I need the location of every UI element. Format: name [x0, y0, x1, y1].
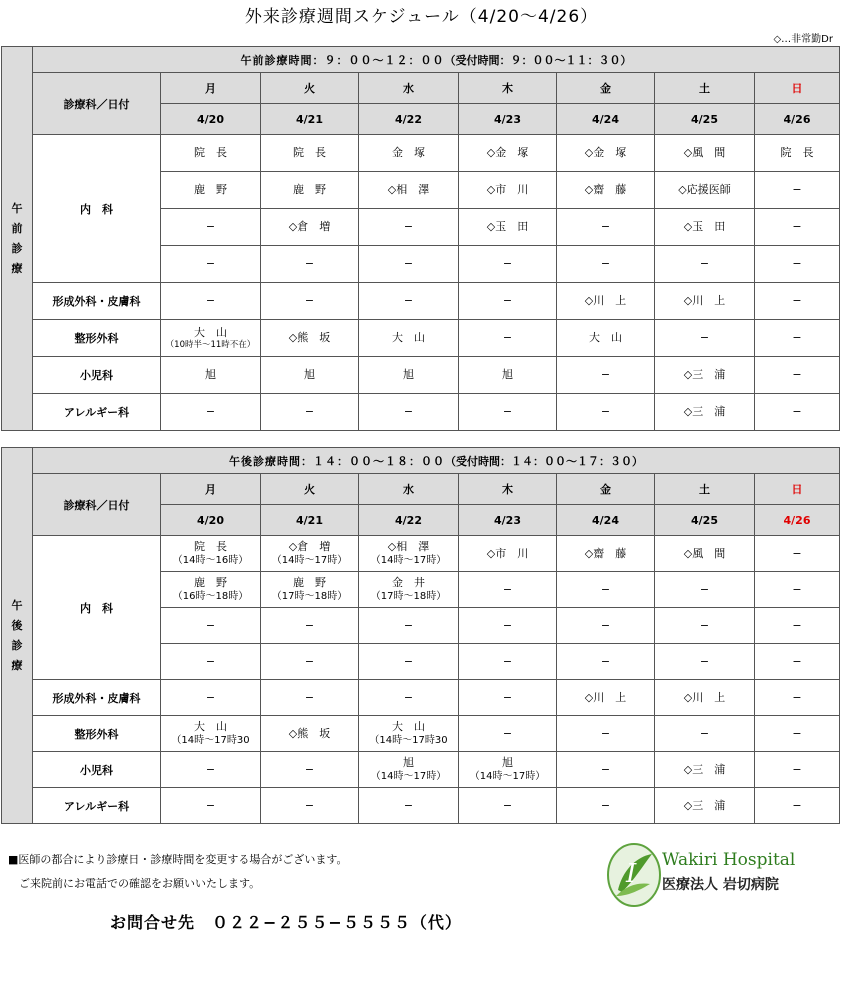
doctor-name: ◇三 浦 — [683, 368, 726, 381]
schedule-cell — [557, 644, 655, 680]
schedule-cell — [161, 172, 261, 209]
schedule-cell — [459, 283, 557, 320]
schedule-cell — [557, 283, 655, 320]
schedule-cell — [557, 572, 655, 608]
schedule-cell — [655, 716, 755, 752]
doctor-name: ◇金 塚 — [584, 146, 627, 159]
notes — [8, 848, 348, 896]
schedule-cell — [655, 608, 755, 644]
doctor-name: ◇相 澤 — [387, 540, 430, 553]
schedule-cell — [755, 608, 840, 644]
schedule-cell — [261, 320, 359, 357]
schedule-cell — [359, 172, 459, 209]
schedule-cell — [755, 644, 840, 680]
schedule-cell — [359, 752, 459, 788]
schedule-cell — [161, 246, 261, 283]
schedule-cell — [261, 716, 359, 752]
doctor-name: − — [792, 654, 802, 668]
doctor-name: − — [792, 726, 802, 740]
doctor-name: − — [600, 582, 611, 596]
doctor-name: − — [792, 257, 802, 270]
doctor-name: − — [600, 405, 611, 418]
doctor-name: − — [205, 405, 216, 418]
schedule-cell — [359, 572, 459, 608]
doctor-name: − — [792, 183, 802, 196]
side-label: 午 後 診 療 — [2, 448, 33, 824]
dept-label: アレルギー科 — [33, 394, 161, 431]
schedule-cell — [459, 135, 557, 172]
doctor-name: − — [304, 654, 315, 668]
schedule-cell — [655, 680, 755, 716]
hours-note: （14時〜17時30 — [171, 735, 250, 746]
doctor-name: − — [304, 618, 315, 632]
hours-note: （14時〜16時） — [172, 555, 249, 566]
doctor-name: − — [205, 690, 216, 704]
dept-label: 整形外科 — [33, 320, 161, 357]
schedule-cell — [755, 752, 840, 788]
day-header: 火 — [261, 474, 359, 505]
doctor-name: − — [403, 405, 414, 418]
doctor-name: − — [792, 546, 802, 560]
doctor-name: − — [403, 654, 414, 668]
schedule-cell — [755, 788, 840, 824]
day-header: 土 — [655, 73, 755, 104]
doctor-name: − — [403, 798, 414, 812]
schedule-cell — [261, 536, 359, 572]
schedule-cell — [161, 135, 261, 172]
session-time: 午前診療時間：９：００〜１２：００ — [240, 53, 445, 67]
contact-phone: お問合せ先 ０２２−２５５−５５５５（代） — [110, 913, 462, 932]
hours-note: （14時〜17時） — [271, 555, 348, 566]
doctor-name: 金 井 — [392, 576, 425, 589]
date-header: 4/25 — [655, 104, 755, 135]
schedule-cell — [261, 644, 359, 680]
hospital-logo — [606, 842, 830, 908]
doctor-name: − — [205, 798, 216, 812]
doctor-name: 旭 — [403, 756, 414, 769]
doctor-name: − — [205, 294, 216, 307]
doctor-name: − — [304, 798, 315, 812]
schedule-cell — [359, 209, 459, 246]
note-line: ■医師の都合により診療日・診療時間を変更する場合がございます。 — [8, 853, 348, 866]
date-header: 4/26 — [755, 104, 840, 135]
schedule-cell — [459, 394, 557, 431]
schedule-cell — [359, 357, 459, 394]
schedule-cell — [459, 716, 557, 752]
schedule-cell — [359, 788, 459, 824]
doctor-name: − — [699, 331, 710, 344]
doctor-name: ◇玉 田 — [683, 220, 726, 233]
doctor-name: − — [403, 690, 414, 704]
doctor-name: ◇玉 田 — [486, 220, 529, 233]
dept-label: 形成外科・皮膚科 — [33, 680, 161, 716]
doctor-name: 鹿 野 — [194, 576, 227, 589]
schedule-cell — [261, 788, 359, 824]
schedule-cell — [161, 320, 261, 357]
schedule-cell — [261, 209, 359, 246]
schedule-cell — [755, 283, 840, 320]
page-title: 外来診療週間スケジュール（4/20〜4/26） — [244, 7, 599, 27]
doctor-name: − — [600, 798, 611, 812]
schedule-cell — [755, 394, 840, 431]
doctor-name: − — [502, 726, 513, 740]
schedule-cell — [755, 357, 840, 394]
schedule-cell — [655, 357, 755, 394]
schedule-cell — [261, 572, 359, 608]
date-header: 4/25 — [655, 505, 755, 536]
schedule-cell — [655, 172, 755, 209]
reception-time: （受付時間：９：００〜１１：３０） — [444, 53, 632, 67]
doctor-name: ◇川 上 — [683, 294, 726, 307]
doctor-name: ◇相 澤 — [387, 183, 430, 196]
legend-note: ◇…非常勤Dr — [773, 34, 833, 45]
schedule-cell — [261, 608, 359, 644]
day-header: 日 — [755, 73, 840, 104]
schedule-cell — [359, 644, 459, 680]
doctor-name: − — [502, 618, 513, 632]
schedule-cell — [459, 752, 557, 788]
doctor-name: 院 長 — [293, 146, 326, 159]
date-header: 4/23 — [459, 505, 557, 536]
dept-label: 形成外科・皮膚科 — [33, 283, 161, 320]
session-time: 午後診療時間：１４：００〜１８：００ — [229, 454, 445, 468]
schedule-cell — [655, 644, 755, 680]
doctor-name: − — [205, 618, 216, 632]
doctor-name: ◇三 浦 — [683, 405, 726, 418]
session-time-header — [33, 448, 840, 474]
doctor-name: − — [699, 618, 710, 632]
schedule-cell — [261, 246, 359, 283]
schedule-cell — [459, 680, 557, 716]
doctor-name: − — [699, 257, 710, 270]
schedule-cell — [459, 572, 557, 608]
doctor-name: − — [205, 762, 216, 776]
doctor-name: − — [699, 654, 710, 668]
doctor-name: − — [502, 257, 513, 270]
doctor-name: ◇応援医師 — [678, 183, 731, 196]
schedule-cell — [755, 209, 840, 246]
doctor-name: − — [600, 726, 611, 740]
dept-date-header: 診療科／日付 — [33, 474, 161, 536]
doctor-name: ◇三 浦 — [683, 798, 726, 812]
day-header: 日 — [755, 474, 840, 505]
day-header: 木 — [459, 73, 557, 104]
schedule-cell — [359, 680, 459, 716]
doctor-name: ◇川 上 — [584, 690, 627, 704]
schedule-cell — [161, 394, 261, 431]
schedule-cell — [359, 536, 459, 572]
schedule-cell — [655, 752, 755, 788]
doctor-name: − — [502, 405, 513, 418]
hours-note: （17時〜18時） — [271, 591, 348, 602]
hours-note: （14時〜17時30 — [369, 735, 448, 746]
day-header: 火 — [261, 73, 359, 104]
schedule-cell — [655, 572, 755, 608]
doctor-name: − — [792, 618, 802, 632]
doctor-name: − — [502, 331, 513, 344]
side-label: 午 前 診 療 — [2, 47, 33, 431]
logo-name-ja: 医療法人 岩切病院 — [662, 877, 779, 893]
schedule-cell — [359, 320, 459, 357]
doctor-name: 金 塚 — [392, 146, 425, 159]
schedule-cell — [557, 716, 655, 752]
doctor-name: 鹿 野 — [194, 183, 227, 196]
doctor-name: − — [502, 798, 513, 812]
doctor-name: − — [502, 690, 513, 704]
doctor-name: 大 山 — [194, 720, 227, 733]
doctor-name: − — [205, 257, 216, 270]
day-header: 月 — [161, 73, 261, 104]
schedule-cell — [557, 788, 655, 824]
hours-note: （16時〜18時） — [172, 591, 249, 602]
doctor-name: − — [600, 762, 611, 776]
doctor-name: ◇齋 藤 — [584, 183, 627, 196]
schedule-cell — [755, 680, 840, 716]
doctor-name: − — [792, 762, 802, 776]
dept-label: 内 科 — [33, 536, 161, 680]
schedule-cell — [655, 394, 755, 431]
doctor-name: ◇風 間 — [683, 546, 726, 560]
doctor-name: 旭 — [502, 756, 513, 769]
doctor-name: 大 山 — [589, 331, 622, 344]
schedule-cell — [359, 246, 459, 283]
doctor-name: − — [304, 690, 315, 704]
day-header: 土 — [655, 474, 755, 505]
schedule-cell — [161, 608, 261, 644]
day-header: 金 — [557, 73, 655, 104]
hours-note: （14時〜17時） — [370, 771, 447, 782]
doctor-name: − — [304, 294, 315, 307]
schedule-cell — [557, 608, 655, 644]
doctor-name: 旭 — [304, 368, 315, 381]
schedule-cell — [655, 788, 755, 824]
doctor-name: − — [403, 257, 414, 270]
schedule-cell — [161, 644, 261, 680]
doctor-name: ◇齋 藤 — [584, 546, 627, 560]
doctor-name: 院 長 — [194, 146, 227, 159]
doctor-name: − — [600, 654, 611, 668]
doctor-name: − — [304, 405, 315, 418]
schedule-cell — [161, 680, 261, 716]
date-header: 4/22 — [359, 505, 459, 536]
logo-name-en: Wakiri Hospital — [662, 850, 796, 870]
schedule-cell — [557, 320, 655, 357]
doctor-name: − — [304, 762, 315, 776]
schedule-cell — [261, 135, 359, 172]
hours-note: （10時半〜11時不在） — [165, 340, 256, 350]
doctor-name: 鹿 野 — [293, 183, 326, 196]
schedule-cell — [359, 394, 459, 431]
doctor-name: 院 長 — [194, 540, 227, 553]
schedule-cell — [655, 283, 755, 320]
schedule-cell — [261, 357, 359, 394]
schedule-cell — [655, 320, 755, 357]
doctor-name: − — [792, 690, 802, 704]
schedule-cell — [557, 135, 655, 172]
schedule-cell — [161, 752, 261, 788]
schedule-cell — [557, 209, 655, 246]
date-header: 4/23 — [459, 104, 557, 135]
schedule-cell — [755, 135, 840, 172]
doctor-name: − — [600, 618, 611, 632]
schedule-cell — [459, 320, 557, 357]
doctor-name: 旭 — [502, 368, 513, 381]
schedule-cell — [359, 135, 459, 172]
schedule-cell — [557, 172, 655, 209]
schedule-cell — [161, 209, 261, 246]
doctor-name: − — [304, 257, 315, 270]
doctor-name: ◇川 上 — [584, 294, 627, 307]
dept-label: 小児科 — [33, 357, 161, 394]
date-header: 4/21 — [261, 505, 359, 536]
doctor-name: − — [502, 294, 513, 307]
schedule-cell — [557, 752, 655, 788]
note-line: ご来院前にお電話での確認をお願いいたします。 — [8, 877, 261, 890]
schedule-cell — [161, 536, 261, 572]
doctor-name: ◇熊 坂 — [288, 726, 331, 740]
doctor-name: − — [600, 257, 611, 270]
schedule-cell — [755, 536, 840, 572]
leaf-emblem-icon — [606, 842, 662, 908]
am-schedule-table — [1, 46, 840, 431]
doctor-name: − — [403, 618, 414, 632]
doctor-name: − — [792, 368, 802, 381]
date-header: 4/22 — [359, 104, 459, 135]
doctor-name: − — [205, 220, 216, 233]
doctor-name: ◇熊 坂 — [288, 331, 331, 344]
doctor-name: − — [792, 294, 802, 307]
doctor-name: − — [600, 220, 611, 233]
schedule-cell — [459, 536, 557, 572]
doctor-name: ◇金 塚 — [486, 146, 529, 159]
doctor-name: 院 長 — [780, 146, 814, 159]
day-header: 水 — [359, 474, 459, 505]
day-header: 木 — [459, 474, 557, 505]
doctor-name: − — [792, 798, 802, 812]
doctor-name: ◇倉 増 — [288, 220, 331, 233]
schedule-cell — [459, 209, 557, 246]
schedule-cell — [755, 246, 840, 283]
doctor-name: ◇市 川 — [486, 546, 529, 560]
doctor-name: 大 山 — [392, 331, 425, 344]
day-header: 水 — [359, 73, 459, 104]
schedule-cell — [755, 572, 840, 608]
schedule-cell — [755, 172, 840, 209]
hours-note: （17時〜18時） — [370, 591, 447, 602]
schedule-cell — [261, 172, 359, 209]
dept-label: 内 科 — [33, 135, 161, 283]
schedule-cell — [359, 283, 459, 320]
day-header: 月 — [161, 474, 261, 505]
doctor-name: ◇市 川 — [486, 183, 529, 196]
dept-label: 整形外科 — [33, 716, 161, 752]
hours-note: （14時〜17時） — [469, 771, 546, 782]
doctor-name: − — [792, 582, 802, 596]
schedule-cell — [161, 788, 261, 824]
doctor-name: 旭 — [403, 368, 414, 381]
schedule-cell — [161, 283, 261, 320]
doctor-name: − — [403, 294, 414, 307]
schedule-cell — [161, 572, 261, 608]
schedule-cell — [557, 246, 655, 283]
doctor-name: 旭 — [205, 368, 216, 381]
schedule-cell — [161, 357, 261, 394]
dept-date-header: 診療科／日付 — [33, 73, 161, 135]
schedule-cell — [655, 209, 755, 246]
doctor-name: − — [502, 654, 513, 668]
session-time-header — [33, 47, 840, 73]
schedule-cell — [755, 320, 840, 357]
svg-text:I: I — [626, 859, 637, 889]
doctor-name: − — [502, 582, 513, 596]
doctor-name: − — [403, 220, 414, 233]
doctor-name: 大 山 — [392, 720, 425, 733]
schedule-cell — [261, 680, 359, 716]
doctor-name: ◇三 浦 — [683, 762, 726, 776]
schedule-cell — [557, 680, 655, 716]
schedule-cell — [557, 536, 655, 572]
schedule-cell — [655, 536, 755, 572]
schedule-cell — [459, 357, 557, 394]
doctor-name: − — [699, 726, 710, 740]
day-header: 金 — [557, 474, 655, 505]
date-header: 4/20 — [161, 104, 261, 135]
schedule-cell — [359, 716, 459, 752]
doctor-name: − — [792, 220, 802, 233]
schedule-cell — [261, 394, 359, 431]
dept-label: アレルギー科 — [33, 788, 161, 824]
date-header: 4/21 — [261, 104, 359, 135]
date-header: 4/20 — [161, 505, 261, 536]
schedule-cell — [557, 394, 655, 431]
schedule-cell — [359, 608, 459, 644]
date-header: 4/24 — [557, 104, 655, 135]
doctor-name: − — [792, 405, 802, 418]
doctor-name: − — [792, 331, 802, 344]
doctor-name: − — [205, 654, 216, 668]
schedule-cell — [459, 788, 557, 824]
schedule-cell — [459, 608, 557, 644]
date-header: 4/26 — [755, 505, 840, 536]
doctor-name: − — [699, 582, 710, 596]
hours-note: （14時〜17時） — [370, 555, 447, 566]
doctor-name: 鹿 野 — [293, 576, 326, 589]
schedule-cell — [459, 246, 557, 283]
doctor-name: − — [600, 368, 611, 381]
doctor-name: ◇倉 増 — [288, 540, 331, 553]
schedule-cell — [459, 644, 557, 680]
schedule-cell — [755, 716, 840, 752]
pm-schedule-table — [1, 447, 840, 824]
schedule-cell — [655, 135, 755, 172]
schedule-cell — [261, 752, 359, 788]
schedule-cell — [161, 716, 261, 752]
schedule-cell — [655, 246, 755, 283]
doctor-name: ◇川 上 — [683, 690, 726, 704]
schedule-cell — [557, 357, 655, 394]
schedule-cell — [261, 283, 359, 320]
reception-time: （受付時間：１４：００〜１７：３０） — [445, 454, 643, 468]
doctor-name: ◇風 間 — [683, 146, 726, 159]
schedule-cell — [459, 172, 557, 209]
dept-label: 小児科 — [33, 752, 161, 788]
doctor-name: 大 山 — [194, 326, 227, 339]
date-header: 4/24 — [557, 505, 655, 536]
